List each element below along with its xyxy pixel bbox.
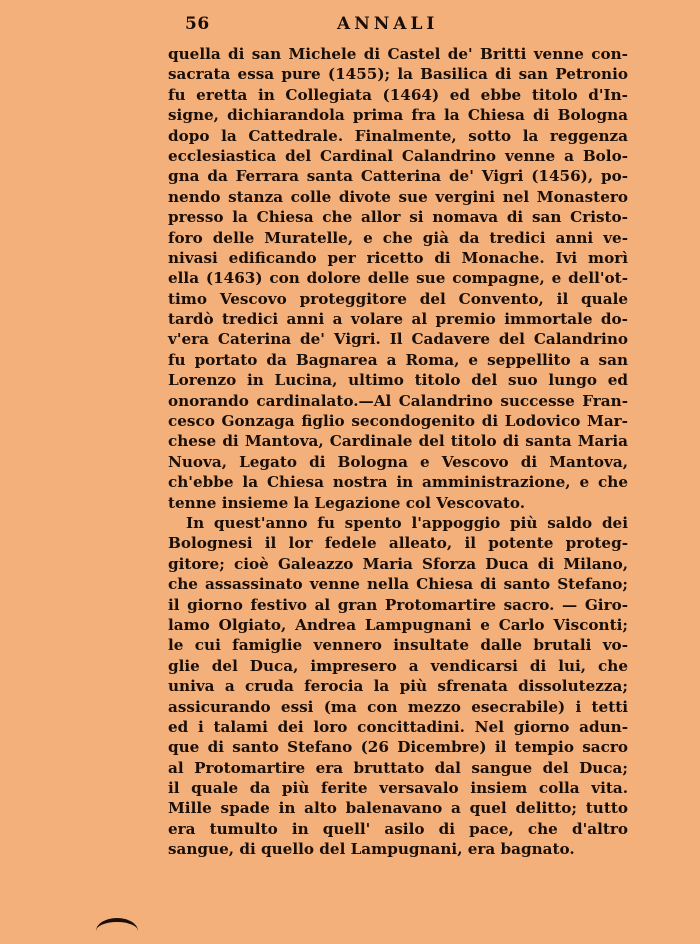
text-line: fu eretta in Collegiata (1464) ed ebbe titolo d'In- — [168, 85, 628, 104]
text-line: ch'ebbe la Chiesa nostra in amministrazione, e che — [168, 473, 628, 492]
text-line: sangue, di quello del Lampugnani, era bagnato. — [168, 840, 575, 859]
text-line: il giorno festivo al gran Protomartire sacro. — Giro- — [168, 595, 628, 614]
page-number: 56 — [185, 14, 210, 34]
text-line: In quest'anno fu spento l'appoggio più saldo dei — [186, 513, 628, 532]
text-line: chese di Mantova, Cardinale del titolo di santa Maria — [168, 432, 628, 451]
text-line: Lorenzo in Lucina, ultimo titolo del suo lungo ed — [168, 371, 628, 390]
text-line: univa a cruda ferocia la più sfrenata dissolutezza; — [168, 677, 628, 696]
text-line: quella di san Michele di Castel de' Britti venne con- — [168, 45, 628, 63]
text-line: glie del Duca, impresero a vendicarsi di lui, che — [168, 656, 628, 675]
text-line: al Protomartire era bruttato dal sangue del Duca; — [168, 758, 628, 777]
text-line: Bolognesi il lor fedele alleato, il potente proteg- — [168, 534, 628, 553]
text-line: lamo Olgiato, Andrea Lampugnani e Carlo Visconti; — [168, 615, 628, 634]
text-line: nendo stanza colle divote sue vergini nel Monastero — [168, 187, 628, 206]
text-line: dopo la Cattedrale. Finalmente, sotto la reggenza — [168, 126, 628, 145]
text-line: cesco Gonzaga figlio secondogenito di Lodovico Mar- — [168, 412, 628, 431]
text-line: onorando cardinalato.—Al Calandrino successe Fran- — [168, 391, 628, 410]
text-line: presso la Chiesa che allor si nomava di san Cristo- — [168, 208, 628, 227]
body-text — [168, 44, 628, 860]
text-line: que di santo Stefano (26 Dicembre) il tempio sacro — [168, 738, 628, 757]
page-corner-mark — [96, 918, 138, 944]
text-line: foro delle Muratelle, e che già da tredici anni ve- — [168, 228, 628, 247]
text-line: ecclesiastica del Cardinal Calandrino venne a Bolo- — [168, 146, 628, 165]
text-line: ella (1463) con dolore delle sue compagne, e dell'ot- — [168, 269, 628, 288]
text-line: sacrata essa pure (1455); la Basilica di san Petronio — [168, 65, 628, 84]
text-line: timo Vescovo proteggitore del Convento, il quale — [168, 289, 628, 308]
text-line: il quale da più ferite versavalo insiem colla vita. — [168, 779, 628, 798]
text-line: le cui famiglie vennero insultate dalle brutali vo- — [168, 636, 628, 655]
text-line: tenne insieme la Legazione col Vescovato. — [168, 493, 525, 512]
text-line: ed i talami dei loro concittadini. Nel giorno adun- — [168, 717, 628, 736]
text-line: era tumulto in quell' asilo di pace, che d'altro — [168, 819, 628, 838]
text-line: assicurando essi (ma con mezzo esecrabile) i tetti — [168, 697, 628, 716]
text-line: gna da Ferrara santa Catterina de' Vigri (1456), po- — [168, 167, 628, 186]
text-line: che assassinato venne nella Chiesa di santo Stefano; — [168, 575, 628, 594]
text-line: signe, dichiarandola prima fra la Chiesa di Bologna — [168, 106, 628, 125]
text-line: tardò tredici anni a volare al premio immortale do- — [168, 310, 628, 329]
text-line: Nuova, Legato di Bologna e Vescovo di Mantova, — [168, 452, 628, 471]
text-line: Mille spade in alto balenavano a quel delitto; tutto — [168, 799, 628, 818]
text-line: v'era Caterina de' Vigri. Il Cadavere del Calandrino — [168, 330, 628, 349]
running-title: ANNALI — [337, 14, 439, 34]
text-line: fu portato da Bagnarea a Roma, e seppellito a san — [168, 350, 628, 369]
text-line: gitore; cioè Galeazzo Maria Sforza Duca di Milano, — [168, 554, 628, 573]
text-line: nivasi edificando per ricetto di Monache. Ivi morì — [168, 248, 628, 267]
